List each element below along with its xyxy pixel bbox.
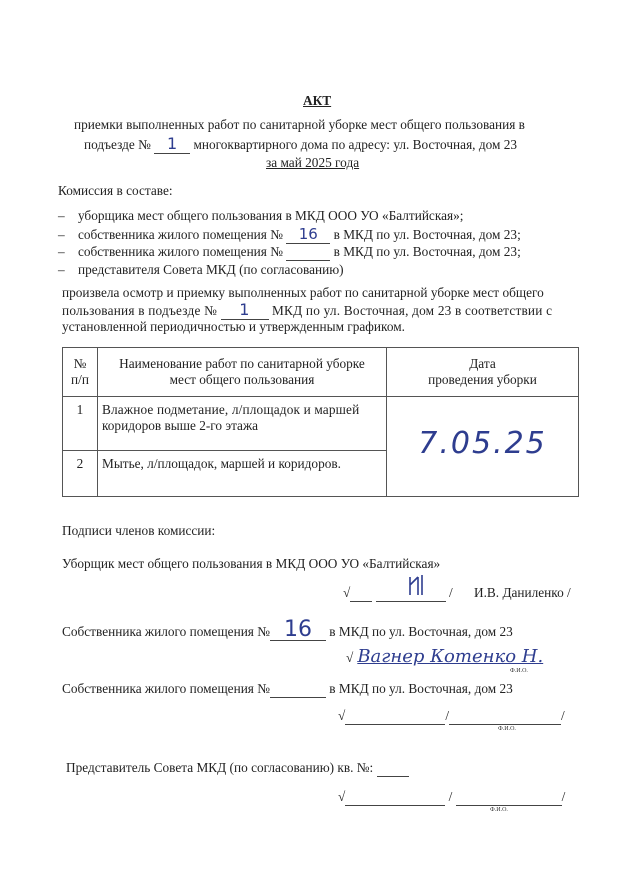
table-row [63, 397, 579, 451]
cleaner-signature-mark [404, 571, 430, 597]
table-header-row [63, 348, 579, 397]
header-work-name: Наименование работ по санитарной уборке мест общего пользования [98, 348, 387, 397]
fio-caption-1: Ф.И.О. [510, 668, 528, 674]
subtitle-address: многоквартирного дома по адресу: ул. Восточная, дом 23 [193, 137, 518, 152]
row-number: 2 [63, 451, 98, 497]
cleaner-signature-row: √ / И.В. Даниленко / [343, 585, 571, 602]
representative-signature-row: √ / / [338, 789, 566, 804]
subtitle-line-1: приемки выполненных работ по санитарной уборке мест общего пользования в [74, 117, 525, 132]
cleaning-date-handwritten: 7.05.25 [418, 426, 547, 461]
commission-label: Комиссия в составе: [58, 183, 173, 198]
document-title: АКТ [303, 93, 332, 108]
representative-name-line [456, 789, 562, 806]
row-number: 1 [63, 397, 98, 451]
row-work-name: Влажное подметание, л/площадок и маршей коридоров выше 2-го этажа [98, 397, 387, 451]
fio-caption-3: Ф.И.О. [490, 807, 508, 813]
date-cell [387, 397, 579, 497]
cleaner-line: Уборщик мест общего пользования в МКД ООО УО «Балтийская» [62, 556, 441, 571]
row-work-name: Мытье, л/площадок, маршей и коридоров. [98, 451, 387, 497]
owner2-name-line [449, 708, 561, 725]
paragraph-line-1: произвела осмотр и приемку выполненных работ по санитарной уборке мест общего [62, 285, 544, 300]
report-period: за май 2025 года [266, 155, 360, 170]
owner2-signature-row: √ / / [338, 708, 565, 723]
paragraph-entrance-handwritten: 1 [239, 300, 250, 319]
member-item-1: – уборщика мест общего пользования в МКД ООО УО «Балтийская»; [58, 208, 464, 223]
entrance-number-handwritten: 1 [167, 134, 178, 153]
signatures-label: Подписи членов комиссии: [62, 523, 216, 538]
header-number: № п/п [63, 348, 98, 397]
representative-signature-line [345, 789, 445, 806]
subtitle-entrance-label: подъезде № [84, 137, 151, 152]
owner1-line: Собственника жилого помещения № 16 в МКД по ул. Восточная, дом 23 [62, 617, 513, 642]
member-item-4: – представителя Совета МКД (по согласованию) [58, 262, 344, 277]
owner1-apartment-handwritten: 16 [283, 617, 312, 642]
member-item-3: – собственника жилого помещения № в МКД по ул. Восточная, дом 23; [58, 244, 521, 259]
owner2-signature-line [345, 708, 445, 725]
cleaner-name: И.В. Даниленко / [474, 585, 571, 600]
header-date: Дата проведения уборки [387, 348, 579, 397]
subtitle-line-2 [84, 136, 517, 154]
owner1-signature-row: √ Вагнер Котенко Н. [346, 646, 544, 667]
fio-caption-2: Ф.И.О. [498, 726, 516, 732]
member-item-2: – собственника жилого помещения № 16 в МКД по ул. Восточная, дом 23; [58, 225, 521, 243]
apartment-number-handwritten: 16 [298, 225, 318, 243]
paragraph-line-3: установленной периодичностью и утвержденным графиком. [62, 319, 405, 334]
representative-line: Представитель Совета МКД (по согласованию) кв. №: [66, 760, 409, 777]
works-table [62, 347, 579, 497]
owner2-line: Собственника жилого помещения № в МКД по ул. Восточная, дом 23 [62, 681, 513, 696]
paragraph-line-2: пользования в подъезде № 1 МКД по ул. Восточная, дом 23 в соответствии с [62, 300, 553, 319]
cleaner-signature [376, 585, 446, 602]
owner1-signature-handwritten: Вагнер Котенко Н. [357, 646, 544, 667]
